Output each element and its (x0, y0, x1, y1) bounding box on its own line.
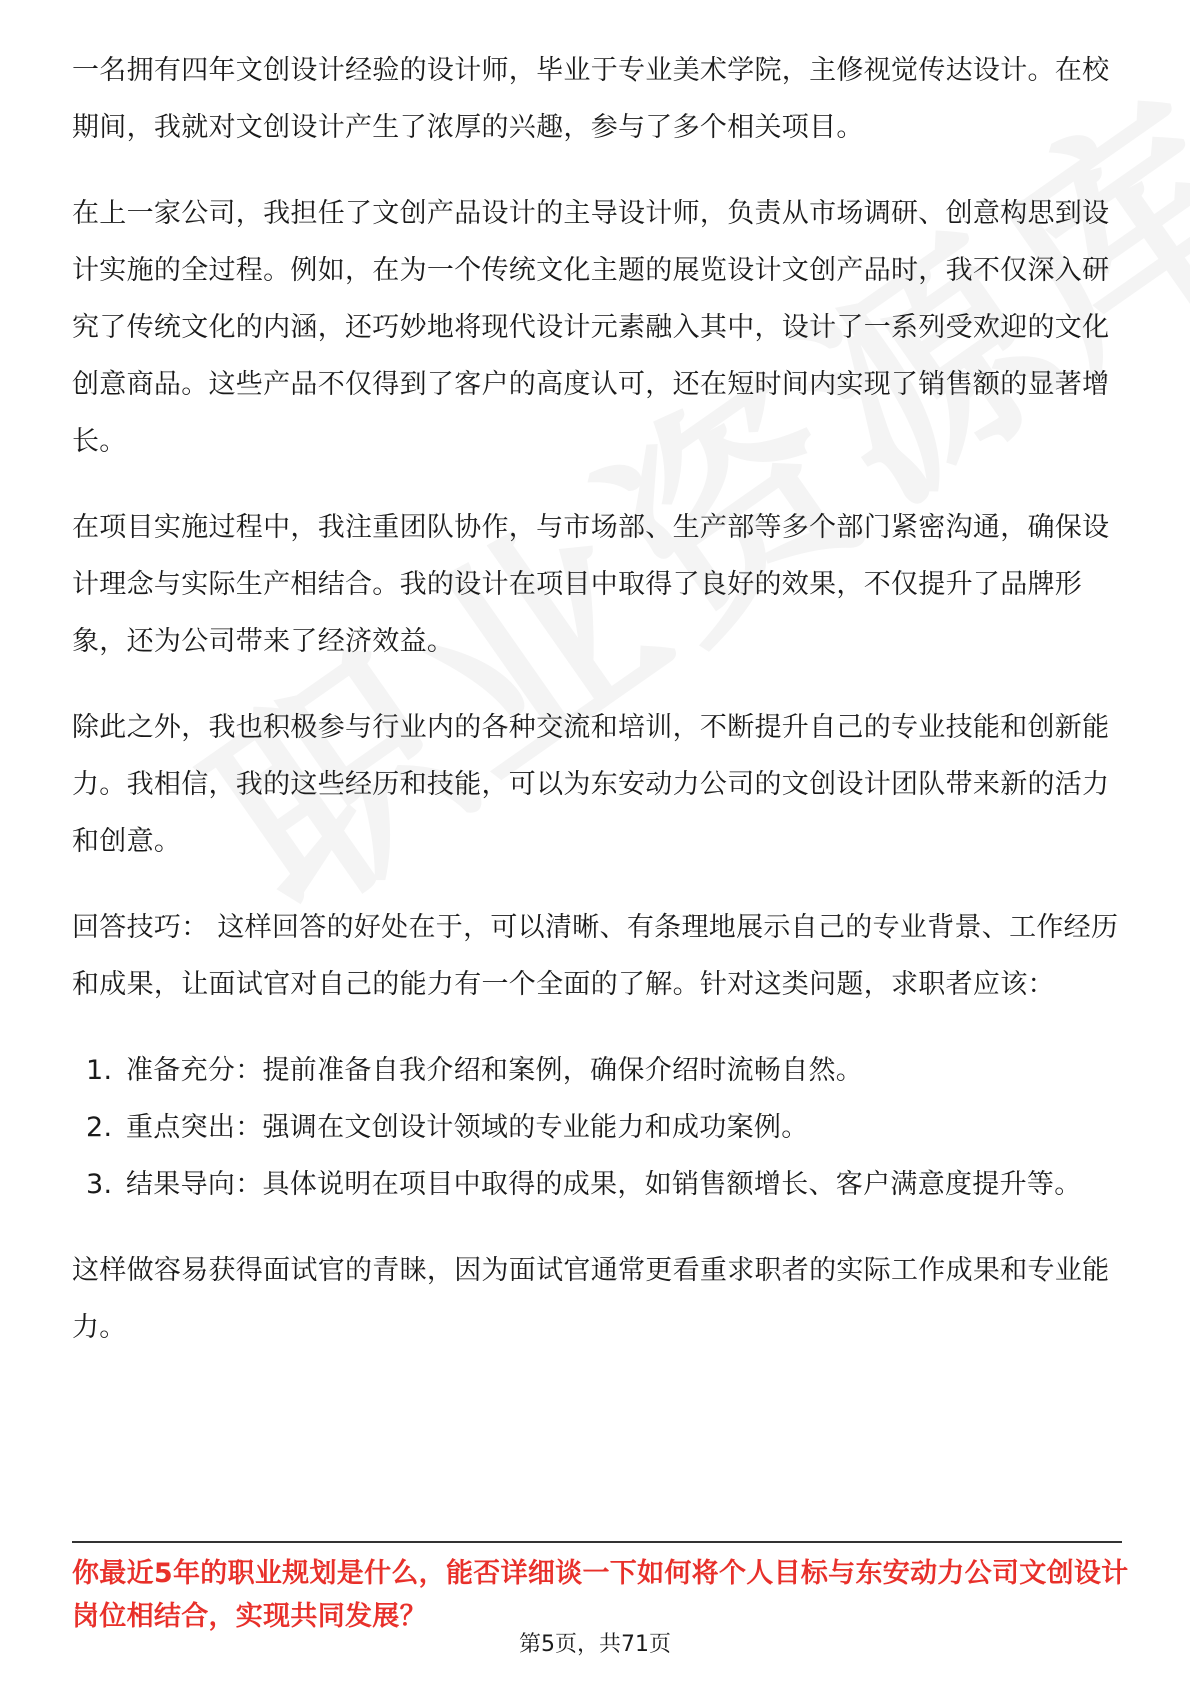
document-body (72, 42, 1122, 1385)
list-item-text: 结果导向：具体说明在项目中取得的成果，如销售额增长、客户满意度提升等。 (126, 1169, 1082, 1200)
tips-list (72, 1042, 1122, 1213)
list-item (72, 1099, 1122, 1156)
page-number: 第5页，共71页 (519, 1632, 671, 1657)
paragraph-teamwork: 在项目实施过程中，我注重团队协作，与市场部、生产部等多个部门紧密沟通，确保设计理念与实际生产相结合。我的设计在项目中取得了良好的效果，不仅提升了品牌形象，还为公司带来了经济效益。 (72, 512, 1110, 657)
list-item-number: 2. (86, 1112, 113, 1143)
list-item (72, 1042, 1122, 1099)
list-item (72, 1156, 1122, 1213)
list-item-text: 重点突出：强调在文创设计领域的专业能力和成功案例。 (126, 1112, 809, 1143)
paragraph-closing: 这样做容易获得面试官的青睐，因为面试官通常更看重求职者的实际工作成果和专业能力。 (72, 1255, 1110, 1343)
next-question-heading: 你最近5年的职业规划是什么，能否详细谈一下如何将个人目标与东安动力公司文创设计岗位相结合，实现共同发展？ (72, 1558, 1129, 1632)
list-item-text: 准备充分：提前准备自我介绍和案例，确保介绍时流畅自然。 (126, 1055, 864, 1086)
paragraph-previous-job: 在上一家公司，我担任了文创产品设计的主导设计师，负责从市场调研、创意构思到设计实施的全过程。例如，在为一个传统文化主题的展览设计文创产品时，我不仅深入研究了传统文化的内涵，还巧妙地将现代设计元素融入其中，设计了一系列受欢迎的文化创意商品。这些产品不仅得到了客户的高度认可，还在短时间内实现了销售额的显著增长。 (72, 198, 1110, 457)
list-item-number: 1. (86, 1055, 113, 1086)
paragraph-training: 除此之外，我也积极参与行业内的各种交流和培训，不断提升自己的专业技能和创新能力。我相信，我的这些经历和技能，可以为东安动力公司的文创设计团队带来新的活力和创意。 (72, 712, 1110, 857)
paragraph-intro: 一名拥有四年文创设计经验的设计师，毕业于专业美术学院，主修视觉传达设计。在校期间，我就对文创设计产生了浓厚的兴趣，参与了多个相关项目。 (72, 55, 1110, 143)
list-item-number: 3. (86, 1169, 113, 1200)
section-divider (72, 1541, 1122, 1543)
paragraph-answer-tips: 回答技巧： 这样回答的好处在于，可以清晰、有条理地展示自己的专业背景、工作经历和成果，让面试官对自己的能力有一个全面的了解。针对这类问题，求职者应该： (72, 912, 1119, 1000)
